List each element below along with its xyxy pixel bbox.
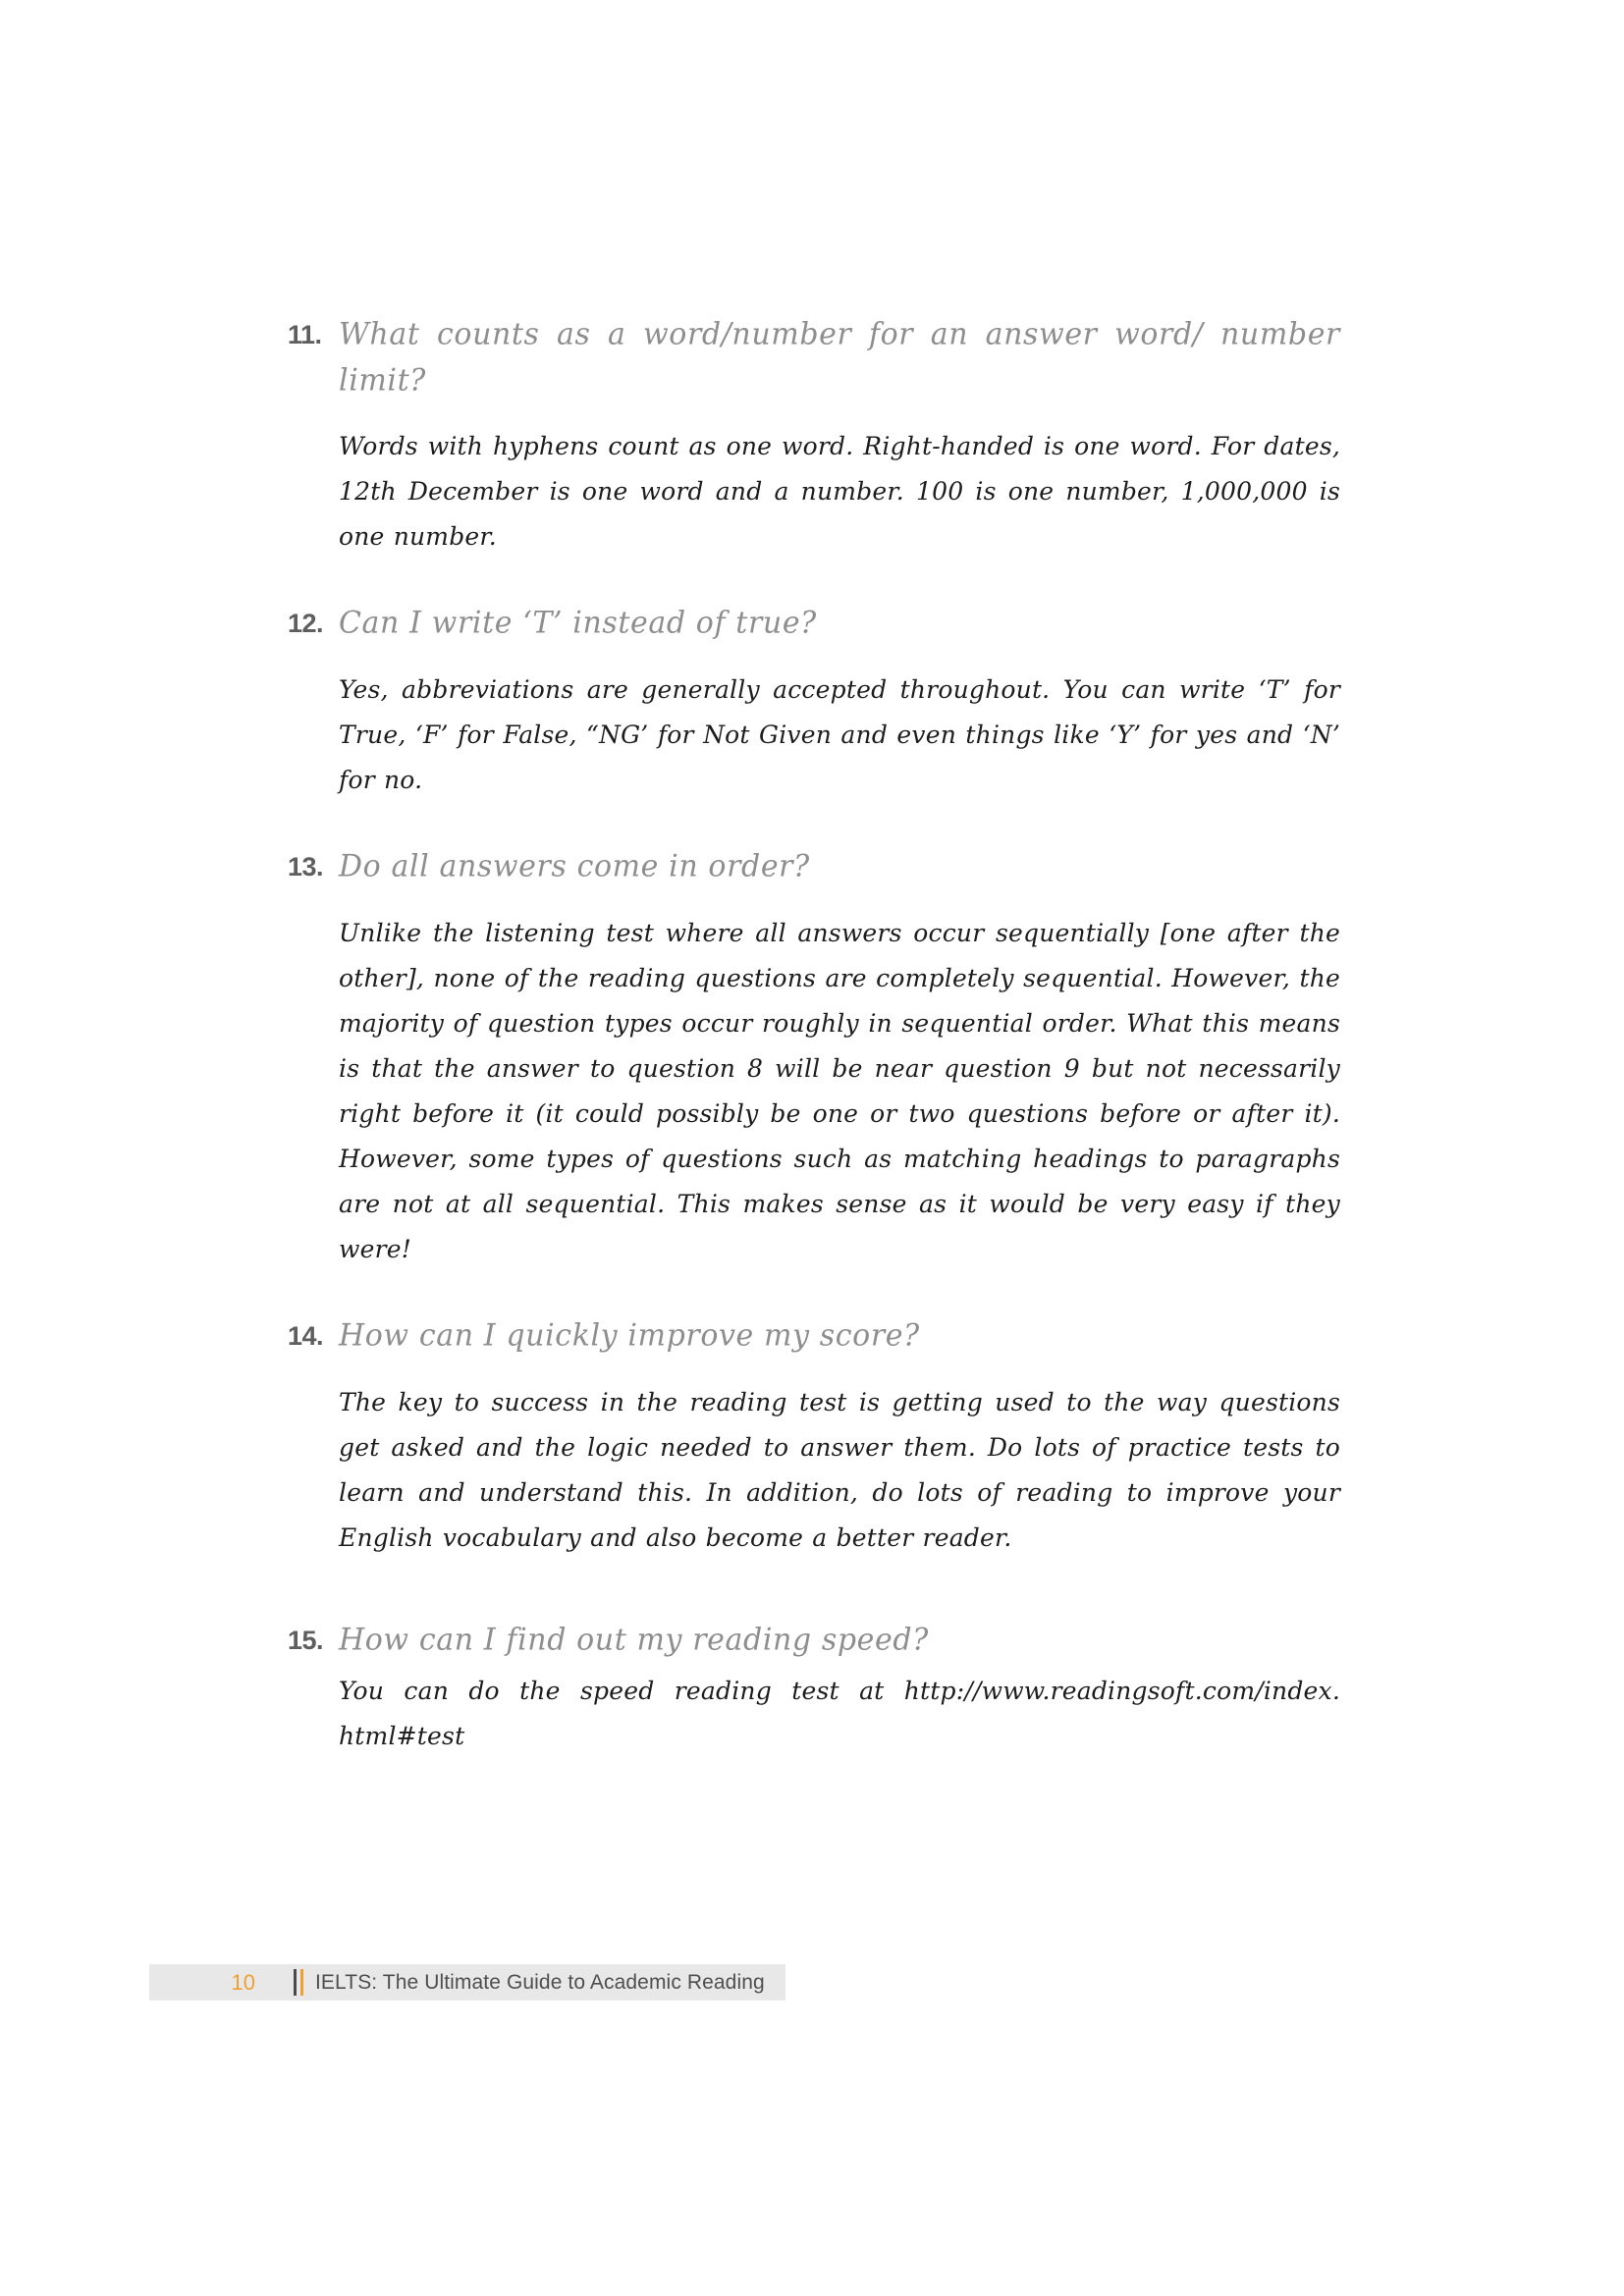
faq-number-15: 15.	[288, 1626, 324, 1655]
faq-answer-15: You can do the speed reading test at http://www.readingsoft.com/index. html#test	[339, 1677, 1340, 1750]
spacer	[288, 803, 1340, 844]
footer-page-number: 10	[231, 1970, 255, 1995]
faq-item-11	[288, 312, 1340, 560]
faq-number-11: 11.	[288, 320, 322, 349]
faq-answer-11: Words with hyphens count as one word. Right-handed is one word. For dates, 12th December is one word and a number. 100 is one number, 1,000,000 is one number.	[339, 432, 1340, 551]
spacer	[288, 1561, 1340, 1618]
separator-bar-orange	[300, 1969, 303, 1996]
faq-heading-15	[288, 1618, 1340, 1663]
page-footer	[149, 1964, 785, 2001]
faq-item-14	[288, 1313, 1340, 1561]
faq-answer-12: Yes, abbreviations are generally accepted throughout. You can write ‘T’ for True, ‘F’ for False, “NG’ for Not Given and even things like ‘Y’ for yes and ‘N’ for no.	[339, 675, 1340, 794]
footer-book-title: IELTS: The Ultimate Guide to Academic Reading	[315, 1971, 765, 1994]
faq-answer-14: The key to success in the reading test is getting used to the way questions get asked and the logic needed to answer them. Do lots of practice tests to learn and understand this. In addition, do lots of reading to improve your English vocabulary and also become a better reader.	[339, 1388, 1340, 1552]
faq-heading-13	[288, 844, 1340, 889]
faq-item-13	[288, 844, 1340, 1272]
spacer	[288, 560, 1340, 601]
faq-heading-12	[288, 601, 1340, 646]
faq-question-12: Can I write ‘T’ instead of true?	[339, 606, 817, 641]
footer-separator-icon	[294, 1969, 303, 1996]
faq-item-15	[288, 1618, 1340, 1759]
faq-item-12	[288, 601, 1340, 803]
faq-list	[288, 312, 1340, 1759]
faq-answer-13: Unlike the listening test where all answers occur sequentially [one after the other], none of the reading questions are completely sequential. However, the majority of question types occur roughly in sequential order. What this means is that the answer to question 8 will be near question 9 but not necessarily right before it (it could possibly be one or two questions before or after it). However, some types of questions such as matching headings to paragraphs are not at all sequential. This makes sense as it would be very easy if they were!	[339, 919, 1340, 1263]
separator-bar-dark	[294, 1969, 297, 1996]
faq-question-14: How can I quickly improve my score?	[339, 1318, 920, 1354]
faq-heading-11	[288, 312, 1340, 402]
faq-question-15: How can I find out my reading speed?	[339, 1623, 929, 1658]
faq-question-13: Do all answers come in order?	[339, 849, 810, 884]
faq-question-11: What counts as a word/number for an answer word/ number limit?	[339, 317, 1340, 399]
spacer	[288, 1272, 1340, 1313]
faq-number-13: 13.	[288, 852, 324, 881]
faq-number-12: 12.	[288, 609, 324, 638]
faq-number-14: 14.	[288, 1321, 324, 1351]
faq-heading-14	[288, 1313, 1340, 1359]
